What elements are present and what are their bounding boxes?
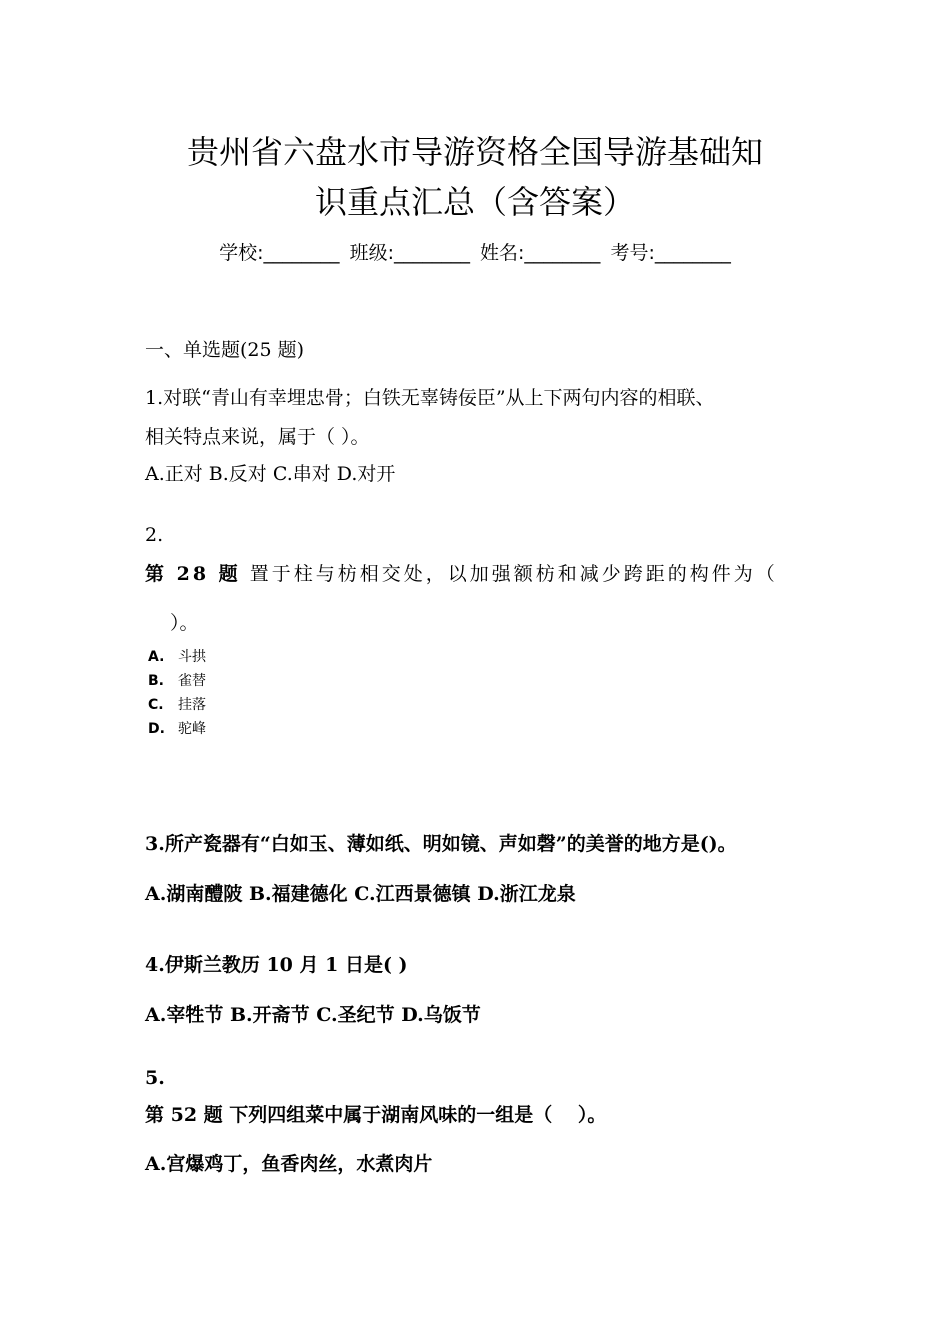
q2-number: 2. — [145, 524, 164, 546]
q2-option-a — [148, 647, 206, 667]
q5-stem: 第 52 题 下列四组菜中属于湖南风味的一组是（ ）。 — [145, 1104, 607, 1126]
q4-stem: 4.伊斯兰教历 10 月 1 日是( ) — [145, 954, 408, 976]
class-field: 班级:________ — [349, 242, 470, 264]
q2-option-a-label: A. — [148, 649, 165, 665]
q2-option-b — [148, 671, 206, 691]
q2-stem-line-2: ）。 — [170, 612, 199, 634]
q2-option-d-label: D. — [148, 721, 165, 737]
q2-option-d-text: 驼峰 — [178, 721, 206, 737]
school-field: 学校:________ — [219, 242, 340, 264]
q2-option-b-label: B. — [148, 673, 164, 689]
student-info-fields — [0, 238, 950, 265]
document-title-line-2: 识重点汇总（含答案） — [314, 183, 635, 221]
q4-options: A.宰牲节 B.开斋节 C.圣纪节 D.乌饭节 — [145, 1004, 481, 1026]
q3-options: A.湖南醴陂 B.福建德化 C.江西景德镇 D.浙江龙泉 — [145, 883, 576, 905]
exam-number-field: 考号:________ — [610, 242, 731, 264]
name-field: 姓名:________ — [480, 242, 601, 264]
q2-option-a-text: 斗拱 — [178, 649, 206, 665]
q2-stem-line-1 — [145, 561, 778, 587]
q1-options: A.正对 B.反对 C.串对 D.对开 — [145, 463, 396, 485]
q5-number: 5. — [145, 1067, 165, 1089]
q2-option-b-text: 雀替 — [178, 673, 206, 689]
q5-option-a: A.宫爆鸡丁，鱼香肉丝，水煮肉片 — [145, 1153, 433, 1175]
q2-option-c-text: 挂落 — [178, 697, 206, 713]
q2-option-c-label: C. — [148, 697, 164, 713]
document-title-line-1: 贵州省六盘水市导游资格全国导游基础知 — [186, 133, 763, 171]
section-heading: 一、单选题(25 题) — [145, 339, 305, 361]
q3-stem: 3.所产瓷器有“白如玉、薄如纸、明如镜、声如磬”的美誉的地方是()。 — [145, 833, 737, 855]
q2-stem-text: 置于柱与枋相交处，以加强额枋和减少跨距的构件为（ — [240, 563, 778, 585]
q1-stem-line-1: 1.对联“青山有幸埋忠骨；白铁无辜铸佞臣”从上下两句内容的相联、 — [145, 387, 715, 409]
q2-question-id: 第 28 题 — [145, 563, 241, 585]
q2-option-c — [148, 695, 206, 715]
q2-option-d — [148, 719, 206, 739]
q1-stem-line-2: 相关特点来说，属于（ ）。 — [145, 426, 370, 448]
